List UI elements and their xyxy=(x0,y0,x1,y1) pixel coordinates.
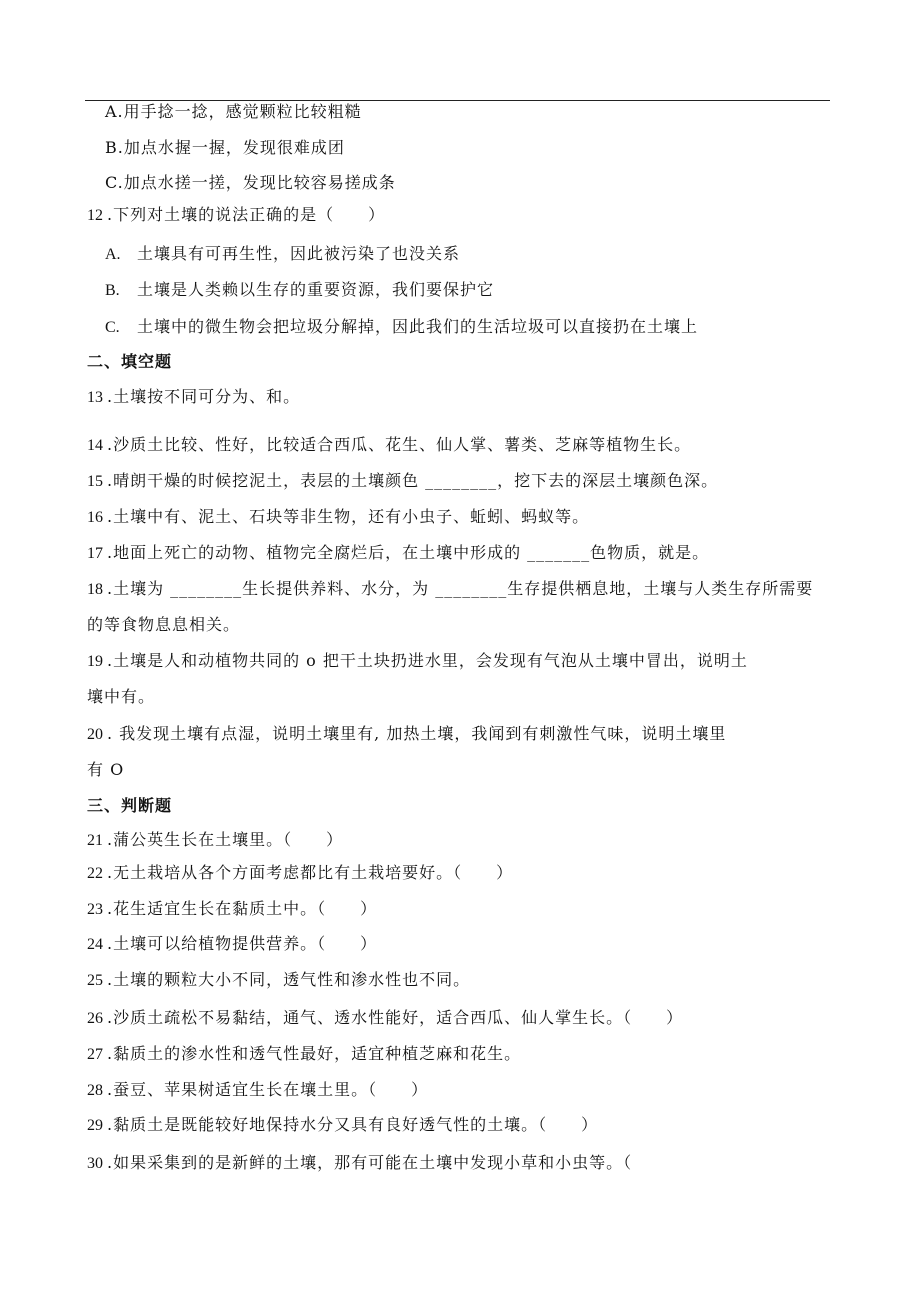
question-30 xyxy=(87,1153,632,1174)
question-text: .土壤可以给植物提供营养。（ ） xyxy=(107,934,378,953)
question-number: 18 xyxy=(87,581,103,598)
question-16 xyxy=(87,507,589,528)
question-number: 27 xyxy=(87,1046,103,1063)
question-number: 26 xyxy=(87,1010,103,1027)
question-text: .蚕豆、苹果树适宜生长在壤土里。（ ） xyxy=(107,1080,429,1099)
question-14 xyxy=(87,435,691,456)
question-text: . 我发现土壤有点湿，说明土壤里有, 加热土壤，我闻到有刺激性气味，说明土壤里 xyxy=(107,724,727,743)
question-number: 22 xyxy=(87,865,103,882)
question-text: .土壤的颗粒大小不同，透气性和渗水性也不同。 xyxy=(107,970,471,989)
question-text: .地面上死亡的动物、植物完全腐烂后，在土壤中形成的 _______色物质，就是。 xyxy=(107,543,710,562)
question-12 xyxy=(87,205,385,226)
question-28 xyxy=(87,1080,428,1101)
q11-option-a: A.用手捻一捻，感觉颗粒比较粗糙 xyxy=(105,102,362,121)
question-18-continuation: 的等食物息息相关。 xyxy=(87,615,241,634)
question-text: .如果采集到的是新鲜的土壤，那有可能在土壤中发现小草和小虫等。（ xyxy=(107,1153,633,1172)
question-number: 12 xyxy=(87,207,103,224)
question-text: .沙质土比较、性好，比较适合西瓜、花生、仙人掌、薯类、芝麻等植物生长。 xyxy=(107,435,692,454)
option-label: B. xyxy=(105,282,120,299)
option-text: 土壤是人类赖以生存的重要资源，我们要保护它 xyxy=(137,280,495,299)
question-number: 13 xyxy=(87,389,103,406)
question-number: 17 xyxy=(87,545,103,562)
option-label: C. xyxy=(105,319,120,336)
option-text: 土壤中的微生物会把垃圾分解掉，因此我们的生活垃圾可以直接扔在土壤上 xyxy=(137,317,699,336)
question-text: .花生适宜生长在黏质土中。（ ） xyxy=(107,899,378,918)
question-number: 16 xyxy=(87,509,103,526)
question-15 xyxy=(87,471,718,492)
question-27 xyxy=(87,1044,521,1065)
question-13 xyxy=(87,387,300,408)
question-21 xyxy=(87,830,343,851)
question-20 xyxy=(87,724,726,745)
question-23 xyxy=(87,899,377,920)
option-label: A. xyxy=(105,246,121,263)
question-text: .土壤按不同可分为、和。 xyxy=(107,387,301,406)
question-17 xyxy=(87,543,709,564)
question-19-continuation: 壤中有。 xyxy=(87,687,156,706)
question-text: .沙质土疏松不易黏结，通气、透水性能好，适合西瓜、仙人掌生长。（ ） xyxy=(107,1008,684,1027)
question-18 xyxy=(87,579,813,600)
question-number: 14 xyxy=(87,437,103,454)
q12-option-b xyxy=(105,280,494,301)
section-fill-title: 二、填空题 xyxy=(87,352,173,371)
question-24 xyxy=(87,934,377,955)
question-number: 30 xyxy=(87,1155,103,1172)
question-stem: .下列对土壤的说法正确的是（ ） xyxy=(107,205,386,224)
question-number: 15 xyxy=(87,473,103,490)
question-text: .黏质土的渗水性和透气性最好，适宜种植芝麻和花生。 xyxy=(107,1044,522,1063)
question-number: 28 xyxy=(87,1082,103,1099)
question-text: .无土栽培从各个方面考虑都比有土栽培要好。（ ） xyxy=(107,863,514,882)
q12-option-a xyxy=(105,244,460,265)
question-text: .黏质土是既能较好地保持水分又具有良好透气性的土壤。（ ） xyxy=(107,1115,599,1134)
question-text: .土壤是人和动植物共同的 o 把干土块扔进水里，会发现有气泡从土壤中冒出，说明土 xyxy=(107,651,748,670)
question-22 xyxy=(87,863,513,884)
q11-option-b: B.加点水握一握，发现很难成团 xyxy=(105,138,345,157)
question-25 xyxy=(87,970,470,991)
q11-option-c: C.加点水搓一搓，发现比较容易搓成条 xyxy=(105,173,396,192)
question-number: 21 xyxy=(87,832,103,849)
section-judge-title: 三、判断题 xyxy=(87,796,173,815)
question-text: .晴朗干燥的时候挖泥土，表层的土壤颜色 ________，挖下去的深层土壤颜色深。 xyxy=(107,471,719,490)
question-number: 24 xyxy=(87,936,103,953)
header-rule xyxy=(85,100,830,101)
question-number: 20 xyxy=(87,726,103,743)
question-text: .土壤为 ________生长提供养料、水分，为 ________生存提供栖息地，土壤与人类生存所需要 xyxy=(107,579,814,598)
question-26 xyxy=(87,1008,683,1029)
question-number: 29 xyxy=(87,1117,103,1134)
question-number: 19 xyxy=(87,653,103,670)
question-number: 23 xyxy=(87,901,103,918)
question-20-continuation: 有 O xyxy=(87,760,125,779)
q12-option-c xyxy=(105,317,698,338)
question-number: 25 xyxy=(87,972,103,989)
question-19 xyxy=(87,651,748,672)
question-29 xyxy=(87,1115,598,1136)
question-text: .土壤中有、泥土、石块等非生物，还有小虫子、蚯蚓、蚂蚁等。 xyxy=(107,507,590,526)
question-text: .蒲公英生长在土壤里。（ ） xyxy=(107,830,344,849)
option-text: 土壤具有可再生性，因此被污染了也没关系 xyxy=(137,244,461,263)
